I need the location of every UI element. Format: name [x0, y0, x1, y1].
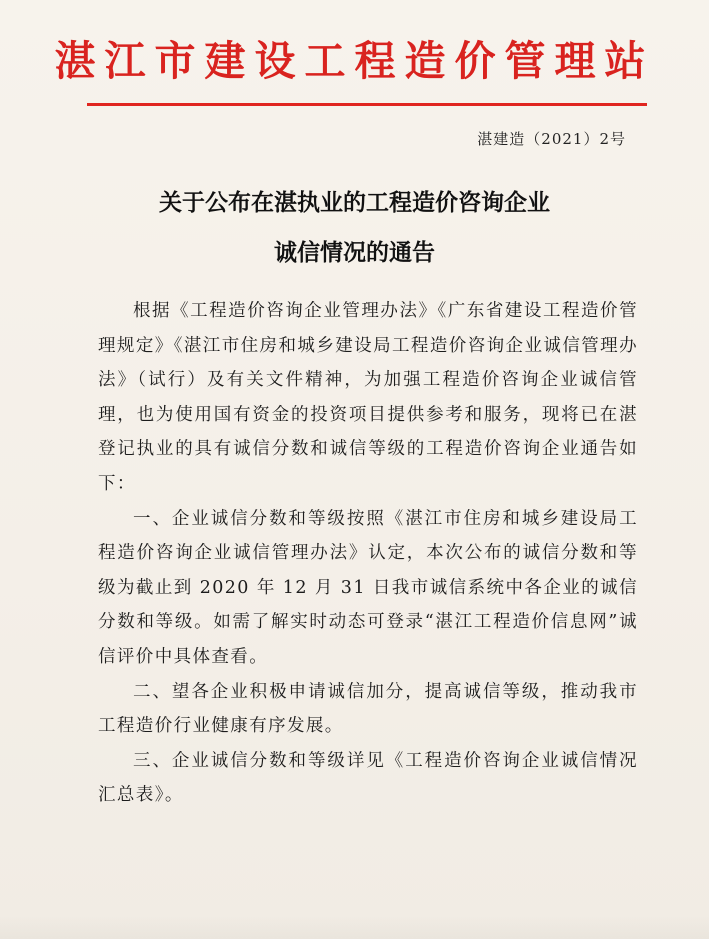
body-paragraph: 一、企业诚信分数和等级按照《湛江市住房和城乡建设局工程造价咨询企业诚信管理办法》认定，本次公布的诚信分数和等级为截止到 2020 年 12 月 31 日我市诚信系统中各企业的诚信分数和等级。如需了解实时动态可登录“湛江工程造价信息网”诚信评价中具体查看。	[98, 508, 638, 667]
body-paragraph: 三、企业诚信分数和等级详见《工程造价咨询企业诚信情况汇总表》。	[98, 750, 638, 806]
scan-edge-shadow	[0, 915, 709, 939]
notice-title-line-2: 诚信情况的通告	[274, 240, 435, 266]
notice-body	[98, 294, 638, 813]
issuer-header: 湛江市建设工程造价管理站	[54, 37, 655, 85]
notice-title	[0, 178, 709, 278]
body-paragraph: 二、望各企业积极申请诚信加分，提高诚信等级，推动我市工程造价行业健康有序发展。	[98, 681, 638, 737]
notice-title-line-1: 关于公布在湛执业的工程造价咨询企业	[159, 190, 550, 216]
body-paragraph: 根据《工程造价咨询企业管理办法》《广东省建设工程造价管理规定》《湛江市住房和城乡建设局工程造价咨询企业诚信管理办法》（试行）及有关文件精神，为加强工程造价咨询企业诚信管理，也为使用国有资金的投资项目提供参考和服务，现将已在湛登记执业的具有诚信分数和诚信等级的工程造价咨询企业通告如下：	[98, 301, 638, 494]
red-divider-line	[87, 103, 647, 106]
document-number: 湛建造（2021）2号	[477, 130, 626, 148]
